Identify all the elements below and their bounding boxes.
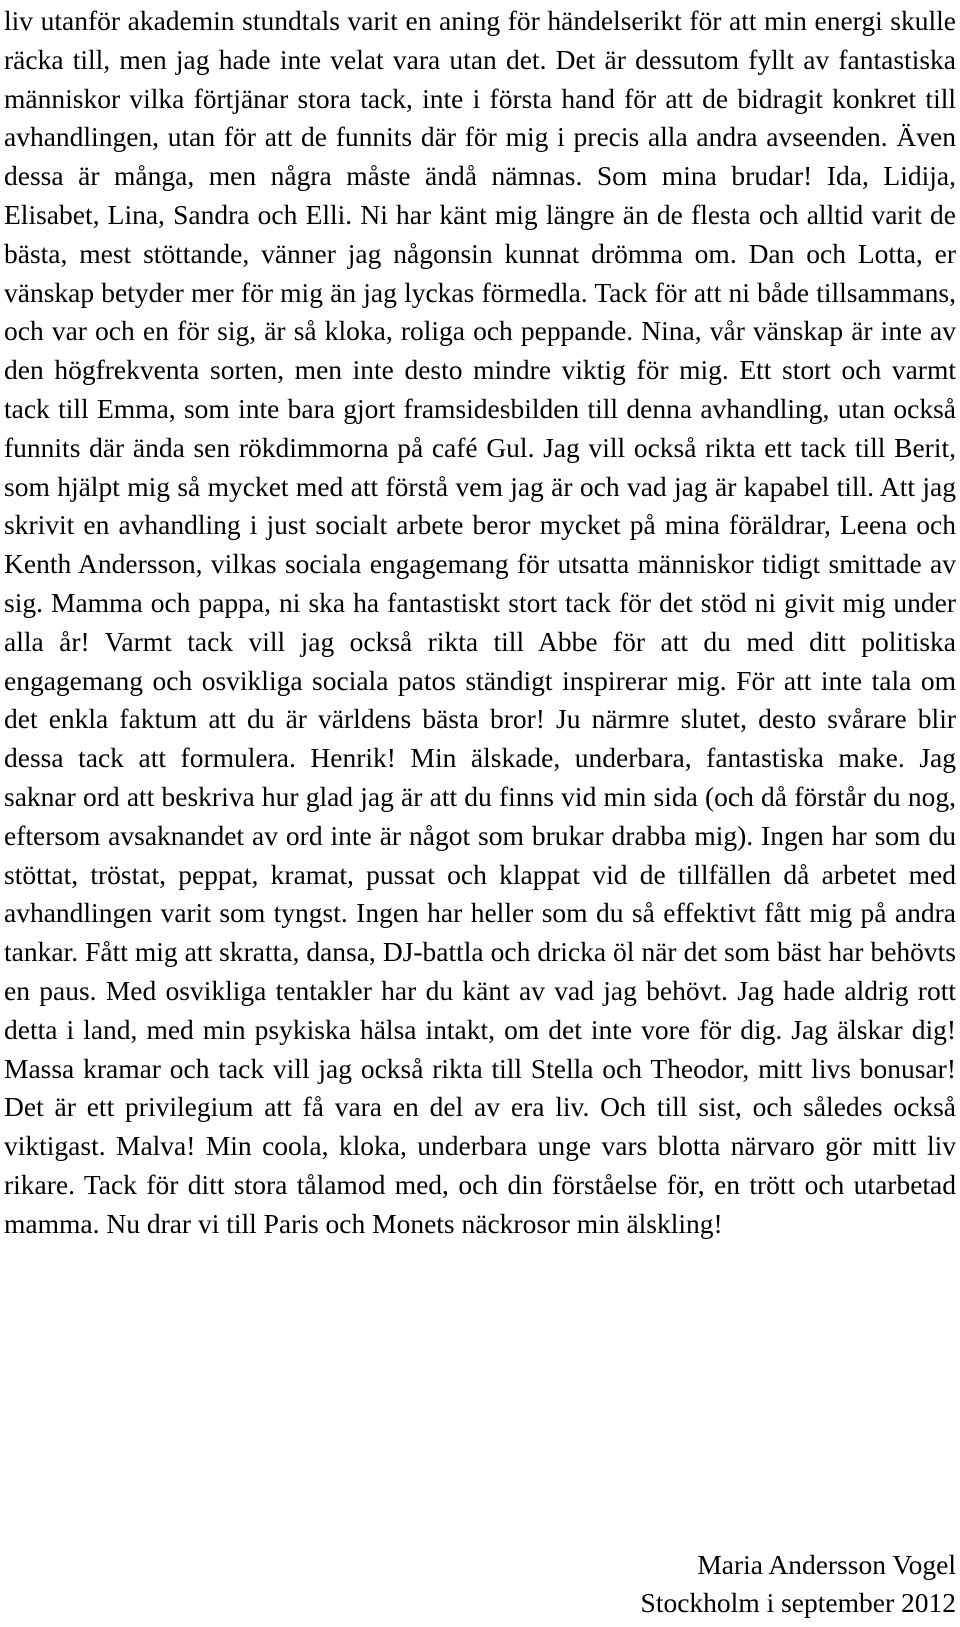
acknowledgements-paragraph: liv utanför akademin stundtals varit en aning för händelserikt för att min energi skulle räcka till, men jag hade inte velat vara utan det. Det är dessutom fyllt av fantastiska människor vilka förtjänar stora tack, inte i första hand för att de bidragit konkret till avhandlingen, utan för att de funnits där för mig i precis alla andra avseenden. Även dessa är många, men några måste ändå nämnas. Som mina brudar! Ida, Lidija, Elisabet, Lina, Sandra och Elli. Ni har känt mig längre än de flesta och alltid varit de bästa, mest stöttande, vänner jag någonsin kunnat drömma om. Dan och Lotta, er vänskap betyder mer för mig än jag lyckas förmedla. Tack för att ni både tillsammans, och var och en för sig, är så kloka, roliga och peppande. Nina, vår vänskap är inte av den högfrekventa sorten, men inte desto mindre viktig för mig. Ett stort och varmt tack till Emma, som inte bara gjort framsidesbilden till denna avhandling, utan också funnits där ända sen rökdimmorna på café Gul. Jag vill också rikta ett tack till Berit, som hjälpt mig så mycket med att förstå vem jag är och vad jag är kapabel till. Att jag skrivit en avhandling i just socialt arbete beror mycket på mina föräldrar, Leena och Kenth Andersson, vilkas sociala engagemang för utsatta människor tidigt smittade av sig. Mamma och pappa, ni ska ha fantastiskt stort tack för det stöd ni givit mig under alla år! Varmt tack vill jag också rikta till Abbe för att du med ditt politiska engagemang och osvikliga sociala patos ständigt inspirerar mig. För att inte tala om det enkla faktum att du är världens bästa bror! Ju närmre slutet, desto svårare blir dessa tack att formulera. Henrik! Min älskade, underbara, fantastiska make. Jag saknar ord att beskriva hur glad jag är att du finns vid min sida (och då förstår du nog, eftersom avsaknandet av ord inte är något som brukar drabba mig). Ingen har som du stöttat, tröstat, peppat, kramat, pussat och klappat vid de tillfällen då arbetet med avhandlingen varit som tyngst. Ingen har heller som du så effektivt fått mig på andra tankar. Fått mig att skratta, dansa, DJ-battla och dricka öl när det som bäst har behövts en paus. Med osvikliga tentakler har du känt av vad jag behövt. Jag hade aldrig rott detta i land, med min psykiska hälsa intakt, om det inte vore för dig. Jag älskar dig! Massa kramar och tack vill jag också rikta till Stella och Theodor, mitt livs bonusar! Det är ett privilegium att få vara en del av era liv. Och till sist, och således också viktigast. Malva! Min coola, kloka, underbara unge vars blotta närvaro gör mitt liv rikare. Tack för ditt stora tålamod med, och din förståelse för, en trött och utarbetad mamma. Nu drar vi till Paris och Monets näckrosor min älskling! [4, 5, 956, 1239]
author-name: Maria Andersson Vogel [697, 1549, 956, 1580]
place-and-date: Stockholm i september 2012 [640, 1587, 956, 1618]
signature-block [641, 1546, 956, 1622]
